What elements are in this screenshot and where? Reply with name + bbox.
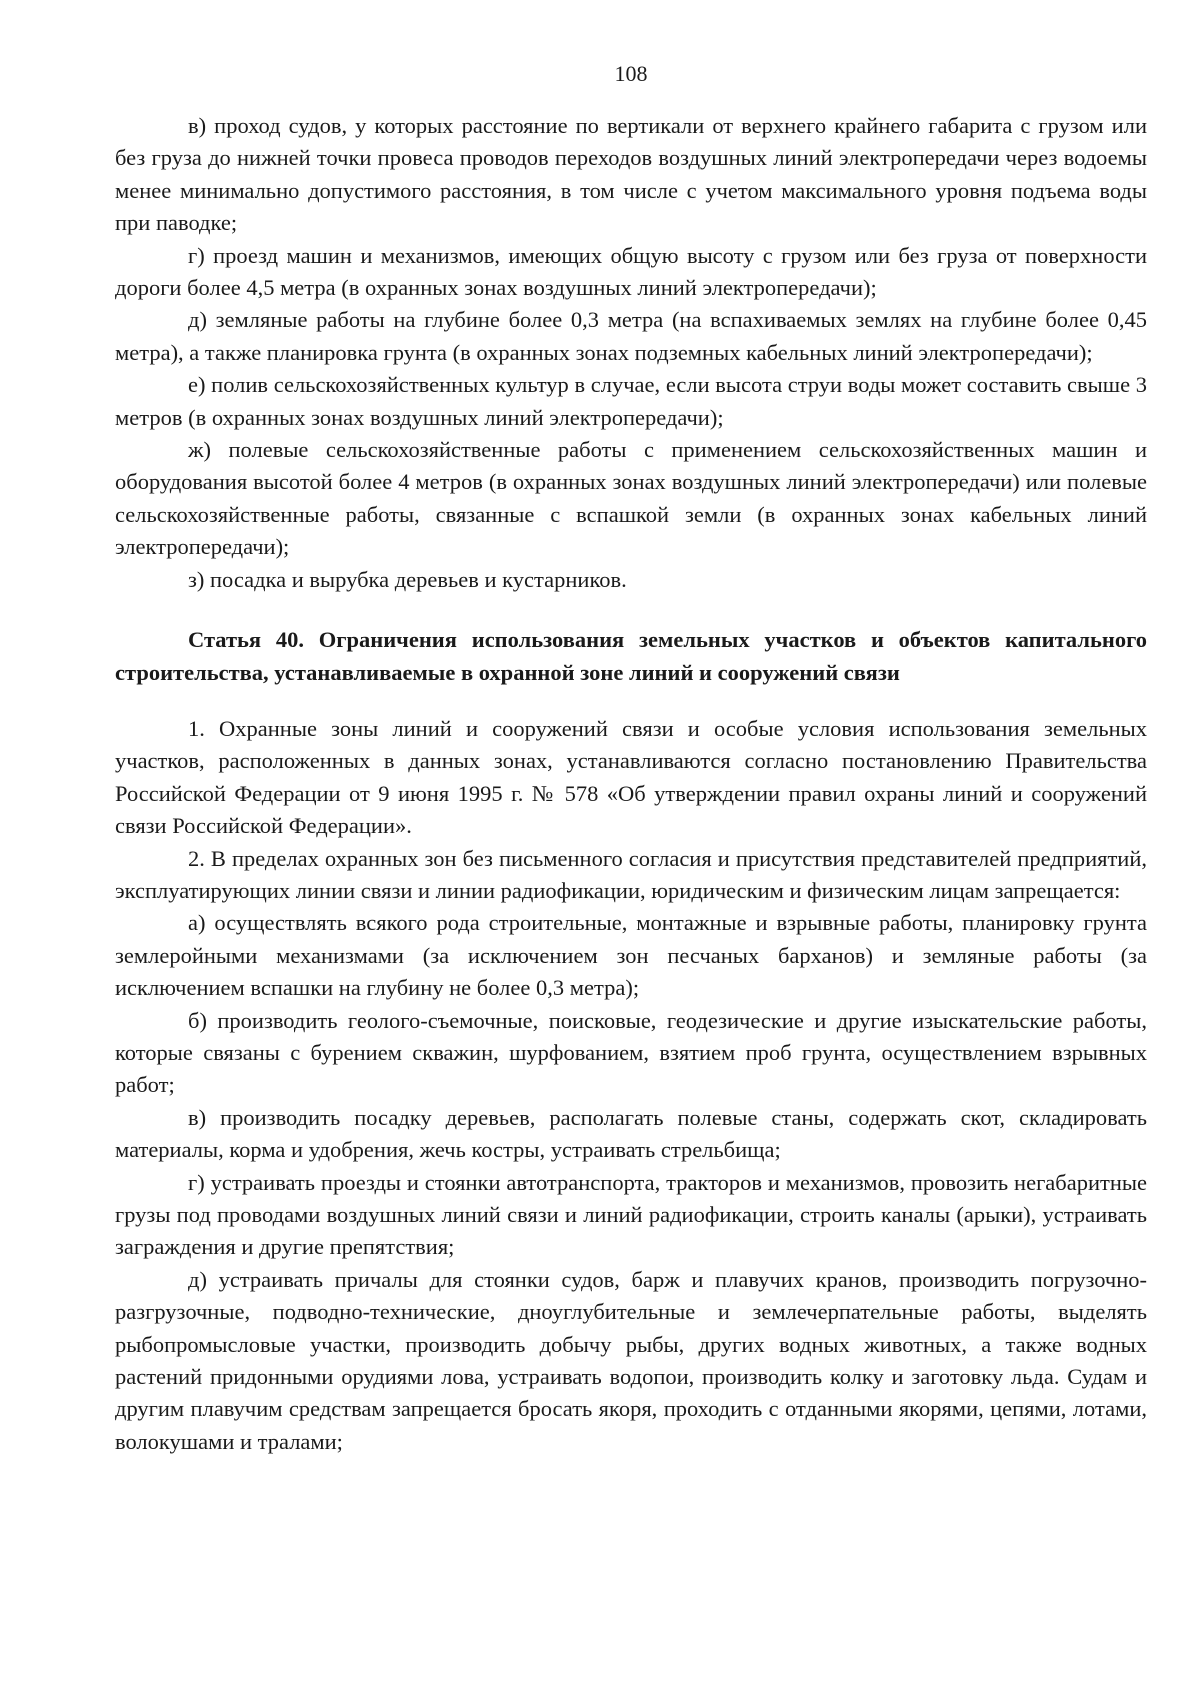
- paragraph-clause-2: 2. В пределах охранных зон без письменного согласия и присутствия представителей предприятий, эксплуатирующих линии связи и линии радиофикации, юридическим и физическим лицам запрещается:: [115, 845, 1147, 903]
- paragraph-item-v: в) проход судов, у которых расстояние по вертикали от верхнего крайнего габарита с грузом или без груза до нижней точки провеса проводов переходов воздушных линий электропередачи через водоемы менее минимально допустимого расстояния, в том числе с учетом максимального уровня подъема воды при паводке;: [115, 113, 1147, 236]
- document-page: [115, 58, 1147, 1458]
- paragraph-item-zh: ж) полевые сельскохозяйственные работы с применением сельскохозяйственных машин и оборудования высотой более 4 метров (в охранных зонах воздушных линий электропередачи) или полевые сельскохозяйственные работы, связанные с вспашкой земли (в охранных зонах кабельных линий электропередачи);: [115, 437, 1147, 560]
- paragraph-item-g: г) проезд машин и механизмов, имеющих общую высоту с грузом или без груза от поверхности дороги более 4,5 метра (в охранных зонах воздушных линий электропередачи);: [115, 242, 1147, 301]
- paragraph-item-a: а) осуществлять всякого рода строительные, монтажные и взрывные работы, планировку грунта землеройными механизмами (за исключением зон песчаных барханов) и земляные работы (за исключением вспашки на глубину не более 0,3 метра);: [115, 910, 1147, 1001]
- paragraph-item-v2: в) производить посадку деревьев, располагать полевые станы, содержать скот, складировать материалы, корма и удобрения, жечь костры, устраивать стрельбища;: [115, 1104, 1147, 1163]
- paragraph-item-b: б) производить геолого-съемочные, поисковые, геодезические и другие изыскательские работы, которые связаны с бурением скважин, шурфованием, взятием проб грунта, осуществлением взрывных работ;: [115, 1007, 1147, 1098]
- paragraph-item-d2: д) устраивать причалы для стоянки судов, барж и плавучих кранов, производить погрузочно-разгрузочные, подводно-технические, дноуглубительные и землечерпательные работы, выделять рыбопромысловые участки, производить добычу рыбы, других водных животных, а также водных растений придонными орудиями лова, устраивать водопои, производить колку и заготовку льда. Судам и другим плавучим средствам запрещается бросать якоря, проходить с отданными якорями, цепями, лотами, волокушами и тралами;: [115, 1266, 1147, 1454]
- article-heading: Статья 40. Ограничения использования земельных участков и объектов капитального строительства, устанавливаемые в охранной зоне линий и сооружений связи: [115, 627, 1147, 685]
- paragraph-item-z: з) посадка и вырубка деревьев и кустарников.: [188, 566, 627, 592]
- paragraph-item-e: е) полив сельскохозяйственных культур в случае, если высота струи воды может составить свыше 3 метров (в охранных зонах воздушных линий электропередачи);: [115, 372, 1147, 430]
- paragraph-item-d: д) земляные работы на глубине более 0,3 метра (на вспахиваемых землях на глубине более 0,45 метра), а также планировка грунта (в охранных зонах подземных кабельных линий электропередачи);: [115, 307, 1147, 365]
- paragraph-item-g2: г) устраивать проезды и стоянки автотранспорта, тракторов и механизмов, провозить негабаритные грузы под проводами воздушных линий связи и линий радиофикации, строить каналы (арыки), устраивать заграждения и другие препятствия;: [115, 1169, 1147, 1260]
- page-number: 108: [614, 61, 648, 86]
- paragraph-clause-1: 1. Охранные зоны линий и сооружений связи и особые условия использования земельных участков, расположенных в данных зонах, устанавливаются согласно постановлению Правительства Российской Федерации от 9 июня 1995 г. № 578 «Об утверждении правил охраны линий и сооружений связи Российской Федерации».: [115, 715, 1147, 839]
- section-after: [115, 713, 1147, 1458]
- section-before: [115, 110, 1147, 596]
